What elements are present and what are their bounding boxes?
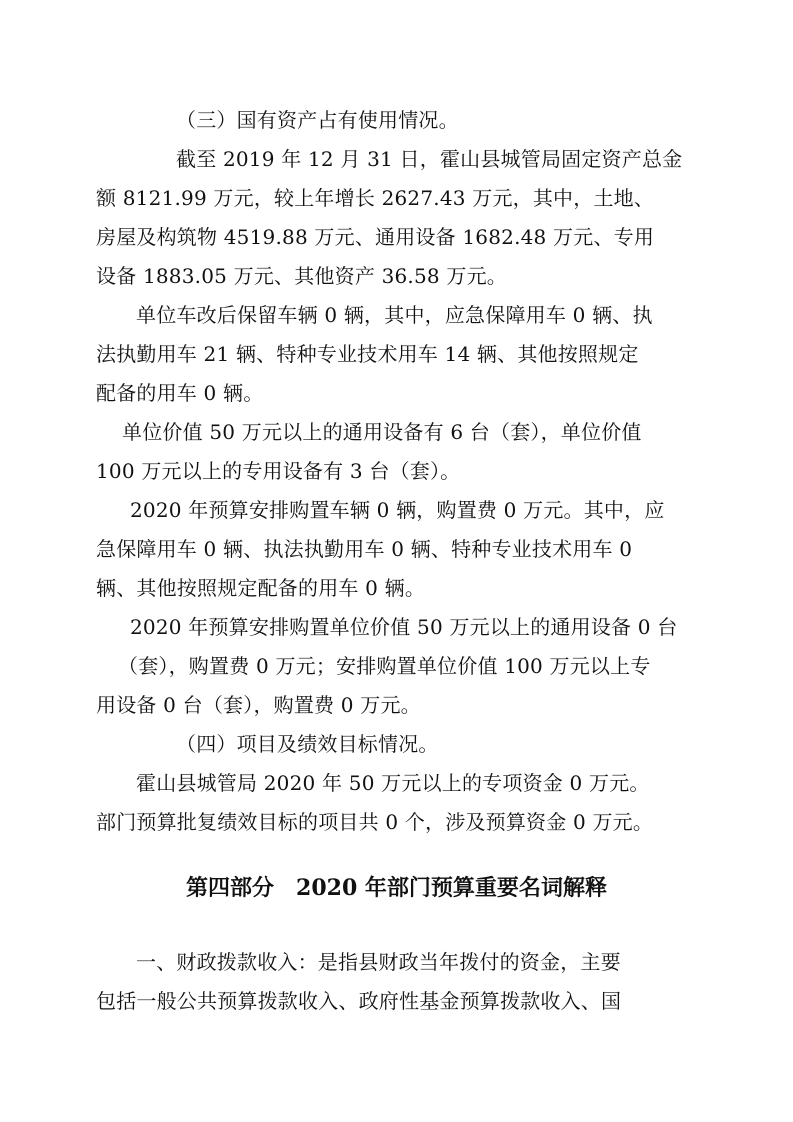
paragraph-line: 2020 年预算安排购置单位价值 50 万元以上的通用设备 0 台 (130, 615, 678, 639)
paragraph-line: 用设备 0 台（套），购置费 0 万元。 (96, 693, 421, 717)
paragraph-line: 辆、其他按照规定配备的用车 0 辆。 (96, 576, 426, 600)
paragraph-line: 一、财政拨款收入：是指县财政当年拨付的资金，主要 (136, 950, 621, 974)
paragraph-line: 包括一般公共预算拨款收入、政府性基金预算拨款收入、国 (96, 989, 622, 1013)
paragraph-line: 急保障用车 0 辆、执法执勤用车 0 辆、特种专业技术用车 0 (96, 537, 633, 561)
paragraph-line: 霍山县城管局 2020 年 50 万元以上的专项资金 0 万元。 (136, 771, 650, 795)
paragraph-line: 额 8121.99 万元，较上年增长 2627.43 万元，其中，土地、 (96, 186, 655, 210)
paragraph-line: 100 万元以上的专用设备有 3 台（套）。 (96, 459, 461, 483)
paragraph-line: 单位车改后保留车辆 0 辆，其中，应急保障用车 0 辆、执 (136, 303, 653, 327)
paragraph-line: 设备 1883.05 万元、其他资产 36.58 万元。 (96, 264, 507, 288)
paragraph-line: 配备的用车 0 辆。 (96, 381, 264, 405)
paragraph-line: 单位价值 50 万元以上的通用设备有 6 台（套），单位价值 (122, 420, 642, 444)
subsection-title-3: （三）国有资产占有使用情况。 (176, 108, 459, 132)
paragraph-line: 房屋及构筑物 4519.88 万元、通用设备 1682.48 万元、专用 (96, 225, 655, 249)
subsection-title-4: （四）项目及绩效目标情况。 (176, 732, 439, 756)
section-heading: 第四部分 2020 年部门预算重要名词解释 (186, 875, 607, 901)
paragraph-line: 法执勤用车 21 辆、特种专业技术用车 14 辆、其他按照规定 (96, 342, 639, 366)
paragraph-line: 部门预算批复绩效目标的项目共 0 个，涉及预算资金 0 万元。 (96, 810, 654, 834)
paragraph-line: 截至 2019 年 12 月 31 日，霍山县城管局固定资产总金 (176, 147, 683, 171)
paragraph-line: 2020 年预算安排购置车辆 0 辆，购置费 0 万元。其中，应 (130, 498, 665, 522)
paragraph-line: （套），购置费 0 万元；安排购置单位价值 100 万元以上专 (118, 654, 651, 678)
